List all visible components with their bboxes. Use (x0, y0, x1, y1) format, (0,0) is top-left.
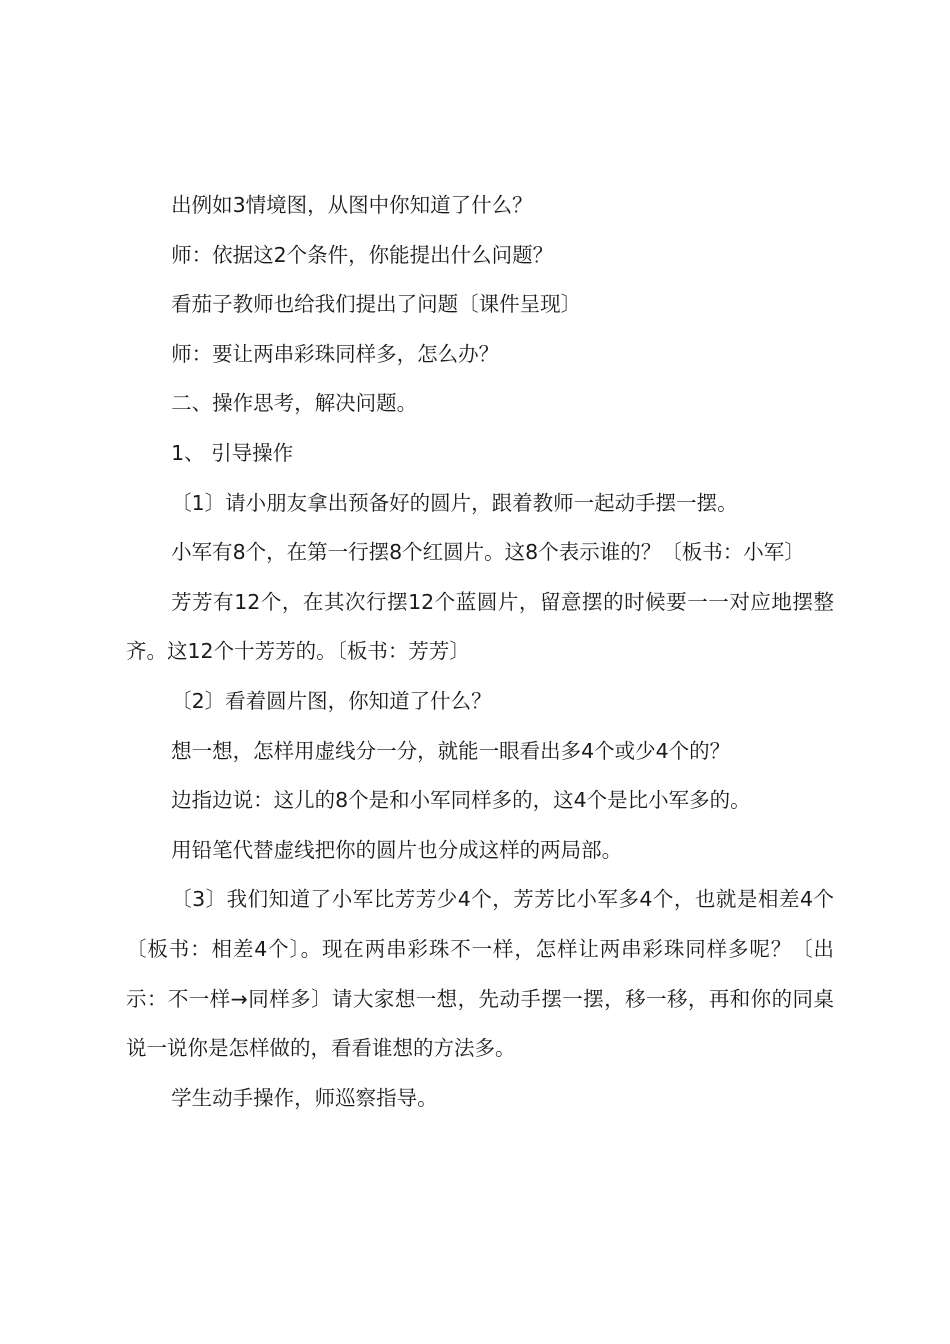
paragraph: 边指边说：这儿的8个是和小军同样多的，这4个是比小军多的。 (171, 788, 751, 813)
paragraph: 出例如3情境图，从图中你知道了什么？ (171, 193, 533, 217)
subsection-heading: 1、 引导操作 (171, 440, 294, 465)
paragraph: 〔3〕我们知道了小军比芳芳少4个，芳芳比小军多4个，也就是相差4个〔板书：相差4个〕。现在两串彩珠不一样，怎样让两串彩珠同样多呢？〔出示：不一样→同样多〕请大家想一想，先动手摆一摆，移一移，再和你的同桌说一说你是怎样做的，看看谁想的方法多。 (126, 887, 834, 1061)
paragraph: 〔1〕请小朋友拿出预备好的圆片，跟着教师一起动手摆一摆。 (171, 490, 738, 515)
paragraph: 学生动手操作，师巡察指导。 (171, 1085, 438, 1110)
paragraph: 师：依据这2个条件，你能提出什么问题？ (171, 242, 554, 267)
document-page (126, 181, 834, 1123)
paragraph: 芳芳有12个，在其次行摆12个蓝圆片，留意摆的时候要一一对应地摆整齐。这12个十芳芳的。〔板书：芳芳〕 (126, 589, 834, 664)
paragraph: 师：要让两串彩珠同样多，怎么办？ (171, 341, 500, 366)
paragraph: 〔2〕看着圆片图，你知道了什么？ (171, 688, 492, 713)
section-heading: 二、操作思考，解决问题。 (171, 391, 418, 416)
paragraph: 想一想，怎样用虚线分一分，就能一眼看出多4个或少4个的？ (171, 738, 731, 763)
paragraph: 看茄子教师也给我们提出了问题〔课件呈现〕 (171, 292, 582, 317)
paragraph: 小军有8个，在第一行摆8个红圆片。这8个表示谁的？〔板书：小军〕 (171, 540, 805, 565)
paragraph: 用铅笔代替虚线把你的圆片也分成这样的两局部。 (171, 837, 623, 862)
